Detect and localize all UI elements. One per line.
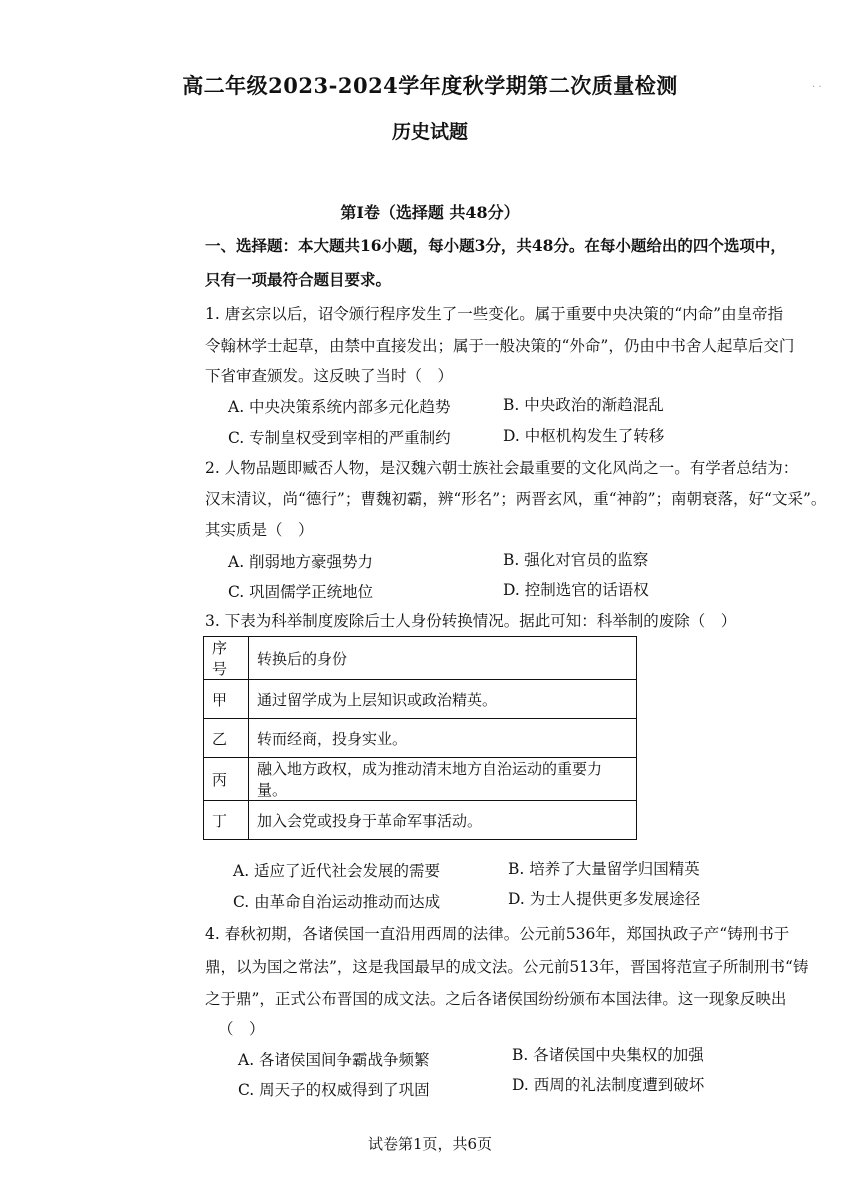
exam-title: 高二年级2023-2024学年度秋学期第二次质量检测 bbox=[182, 73, 678, 98]
question-2-line-3: 其实质是（ ） bbox=[205, 521, 314, 539]
question-3-option-a: A. 适应了近代社会发展的需要 bbox=[233, 862, 441, 880]
question-3-option-c: C. 由革命自治运动推动而达成 bbox=[233, 893, 441, 911]
table-cell-identity: 融入地方政权，成为推动清末地方自治运动的重要力量。 bbox=[249, 758, 637, 801]
question-2-option-b: B. 强化对官员的监察 bbox=[503, 551, 649, 569]
question-1-option-a: A. 中央决策系统内部多元化趋势 bbox=[228, 398, 451, 416]
table-cell-identity: 通过留学成为上层知识或政治精英。 bbox=[249, 680, 637, 719]
question-2-option-a: A. 削弱地方豪强势力 bbox=[228, 553, 374, 571]
question-4-option-d: D. 西周的礼法制度遭到破坏 bbox=[512, 1076, 705, 1094]
question-1-line-1: 1. 唐玄宗以后，诏令颁行程序发生了一些变化。属于重要中央决策的“内命”由皇帝指 bbox=[205, 305, 784, 323]
table-row bbox=[204, 719, 637, 758]
question-4-option-a: A. 各诸侯国间争霸战争频繁 bbox=[238, 1051, 430, 1069]
table-cell-identity: 加入会党或投身于革命军事活动。 bbox=[249, 801, 637, 840]
question-1-option-d: D. 中枢机构发生了转移 bbox=[503, 427, 665, 445]
table-header-cell: 转换后的身份 bbox=[249, 637, 637, 680]
question-4-option-c: C. 周天子的权威得到了巩固 bbox=[238, 1081, 430, 1099]
question-1-line-2: 令翰林学士起草，由禁中直接发出；属于一般决策的“外命”，仍由中书舍人起草后交门 bbox=[205, 337, 795, 355]
table-cell-index: 甲 bbox=[204, 680, 249, 719]
question-4-line-4: （ ） bbox=[218, 1020, 265, 1038]
question-1-option-b: B. 中央政治的渐趋混乱 bbox=[503, 396, 664, 414]
question-2-line-1: 2. 人物品题即臧否人物，是汉魏六朝士族社会最重要的文化风尚之一。有学者总结为： bbox=[205, 459, 799, 477]
question-1-option-c: C. 专制皇权受到宰相的严重制约 bbox=[228, 429, 451, 447]
question-3-option-d: D. 为士人提供更多发展途径 bbox=[508, 890, 701, 908]
question-3-option-b: B. 培养了大量留学归国精英 bbox=[508, 860, 700, 878]
table-header-row bbox=[204, 637, 637, 680]
exam-subject: 历史试题 bbox=[391, 121, 468, 143]
table-header-cell: 序号 bbox=[204, 637, 249, 680]
question-4-option-b: B. 各诸侯国中央集权的加强 bbox=[512, 1046, 704, 1064]
table-cell-identity: 转而经商，投身实业。 bbox=[249, 719, 637, 758]
table-cell-index: 丙 bbox=[204, 758, 249, 801]
table-row bbox=[204, 680, 637, 719]
question-4-line-1: 4. 春秋初期，各诸侯国一直沿用西周的法律。公元前536年，郑国执政子产“铸刑书于 bbox=[205, 925, 790, 943]
instruction-line-1: 一、选择题：本大题共16小题，每小题3分，共48分。在每小题给出的四个选项中， bbox=[205, 236, 786, 255]
table-cell-index: 乙 bbox=[204, 719, 249, 758]
table-row bbox=[204, 801, 637, 840]
question-4-line-3: 之于鼎”，正式公布晋国的成文法。之后各诸侯国纷纷颁布本国法律。这一现象反映出 bbox=[205, 990, 787, 1008]
question-4-line-2: 鼎，以为国之常法”，这是我国最早的成文法。公元前513年，晋国将范宣子所制刑书“铸 bbox=[205, 958, 809, 976]
scan-speck: · · bbox=[812, 82, 822, 93]
identity-table bbox=[203, 636, 637, 840]
table-cell-index: 丁 bbox=[204, 801, 249, 840]
section-heading: 第Ⅰ卷（选择题 共48分） bbox=[340, 203, 520, 222]
question-2-option-c: C. 巩固儒学正统地位 bbox=[228, 583, 374, 601]
instruction-line-2: 只有一项最符合题目要求。 bbox=[205, 270, 392, 289]
table-row bbox=[204, 758, 637, 801]
page-footer: 试卷第1页，共6页 bbox=[367, 1135, 493, 1153]
question-2-option-d: D. 控制选官的话语权 bbox=[503, 581, 649, 599]
question-3-line-1: 3. 下表为科举制度废除后士人身份转换情况。据此可知：科举制的废除（ ） bbox=[205, 612, 737, 630]
question-2-line-2: 汉末清议，尚“德行”；曹魏初霸，辨“形名”；两晋玄风，重“神韵”；南朝衰落，好“文采”。 bbox=[205, 490, 827, 508]
question-1-line-3: 下省审查颁发。这反映了当时（ ） bbox=[205, 367, 454, 385]
